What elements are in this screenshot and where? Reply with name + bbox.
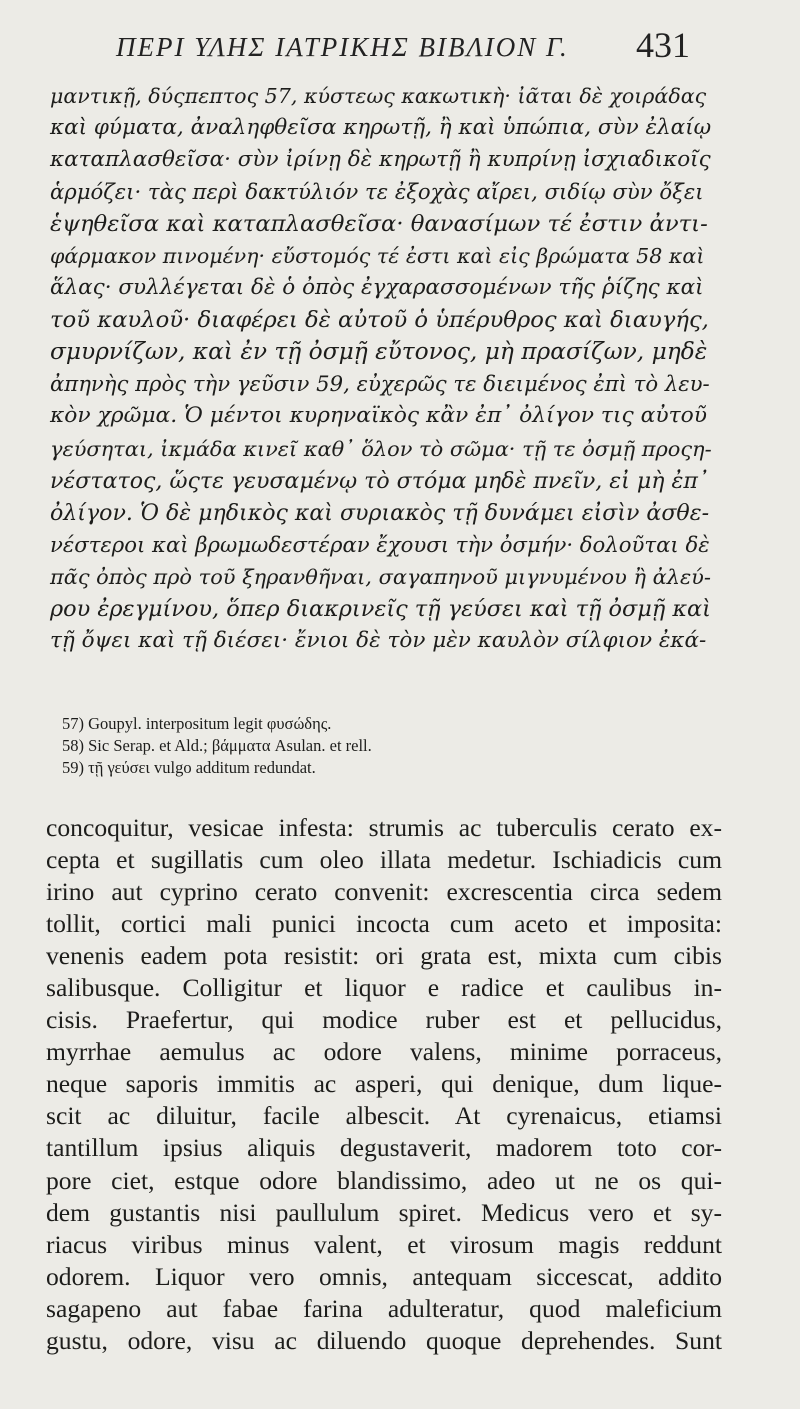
latin-text-line: riacus viribus minus valent, et virosum magis reddunt <box>46 1229 722 1259</box>
greek-text-line: ἑψηθεῖσα καὶ καταπλασθεῖσα· θανασίμων τέ ἐστιν ἀντι- <box>50 211 708 238</box>
greek-text-line: καὶ φύματα, ἀναληφθεῖσα κηρωτῇ, ἢ καὶ ὑπώπια, σὺν ἐλαίῳ <box>50 115 712 141</box>
footnote: 59) τῇ γεύσει vulgo additum redundat. <box>62 758 316 777</box>
latin-text-line: odorem. Liquor vero omnis, antequam siccescat, addito <box>46 1261 722 1291</box>
latin-text-line: cepta et sugillatis cum oleo illata medetur. Ischiadicis cum <box>46 845 722 875</box>
greek-text-line: ὀλίγον. Ὁ δὲ μηδικὸς καὶ συριακὸς τῇ δυνάμει εἰσὶν ἀσθε- <box>50 499 710 526</box>
greek-text-line: σμυρνίζων, καὶ ἐν τῇ ὀσμῇ εὔτονος, μὴ πρασίζων, μηδὲ <box>50 338 708 366</box>
footnotes <box>62 713 682 779</box>
greek-text-line: ρου ἐρεγμίνου, ὅπερ διακρινεῖς τῇ γεύσει καὶ τῇ ὀσμῇ καὶ <box>50 595 711 622</box>
latin-text-line: venenis eadem pota resistit: ori grata est, mixta cum cibis <box>46 941 722 971</box>
latin-text-line: myrrhae aemulus ac odore valens, minime porraceus, <box>46 1037 722 1067</box>
greek-text-line: πᾶς ὀπὸς πρὸ τοῦ ξηρανθῆναι, σαγαπηνοῦ μιγνυμένου ἢ ἀλεύ- <box>50 564 711 589</box>
greek-text-line: καταπλασθεῖσα· σὺν ἰρίνῃ δὲ κηρωτῇ ἢ κυπρίνῃ ἰσχιαδικοῖς <box>50 147 711 173</box>
latin-text-line: tantillum ipsius aliquis degustaverit, madorem toto cor- <box>46 1133 722 1163</box>
latin-text-line: salibusque. Colligitur et liquor e radice et caulibus in- <box>46 973 722 1003</box>
greek-text-line: κὸν χρῶμα. Ὁ μέντοι κυρηναϊκὸς κἂν ἐπ᾽ ὀλίγον τις αὐτοῦ <box>50 403 708 429</box>
latin-text-line: pore ciet, estque odore blandissimo, adeo ut ne os qui- <box>46 1165 722 1195</box>
page-number: 431 <box>636 25 690 65</box>
latin-text-line: concoquitur, vesicae infesta: strumis ac tuberculis cerato ex- <box>46 813 722 842</box>
greek-text-line: γεύσηται, ἰκμάδα κινεῖ καθ᾽ ὅλον τὸ σῶμα· τῇ τε ὀσμῇ προςη- <box>50 436 712 461</box>
footnote: 57) Goupyl. interpositum legit φυσώδης. <box>62 714 332 733</box>
latin-text-line: gustu, odore, visu ac diluendo quoque deprehendes. Sunt <box>46 1325 722 1355</box>
latin-text-line: scit ac diluitur, facile albescit. At cyrenaicus, etiamsi <box>46 1101 722 1131</box>
latin-text-line: neque saporis immitis ac asperi, qui denique, dum lique- <box>46 1069 722 1099</box>
latin-text-line: sagapeno aut fabae farina adulteratur, quod maleficium <box>46 1293 722 1323</box>
greek-text-line: ἁρμόζει· τὰς περὶ δακτύλιόν τε ἐξοχὰς αἴρει, σιδίῳ σὺν ὄξει <box>50 179 704 205</box>
greek-text-line: ἀπηνὴς πρὸς τὴν γεῦσιν 59, εὐχερῶς τε διειμένος ἐπὶ τὸ λευ- <box>50 371 710 397</box>
latin-translation-block <box>46 812 722 1357</box>
latin-text-line: cisis. Praefertur, qui modice ruber est et pellucidus, <box>46 1005 722 1035</box>
latin-text-line: dem gustantis nisi paullulum spiret. Medicus vero et sy- <box>46 1197 722 1227</box>
latin-text-line: tollit, cortici mali punici incocta cum aceto et imposita: <box>46 909 722 939</box>
footnote: 58) Sic Serap. et Ald.; βάμματα Asulan. et rell. <box>62 736 372 755</box>
greek-text-line: φάρμακον πινομένη· εὔστομός τέ ἐστι καὶ εἰς βρώματα 58 καὶ <box>50 244 705 269</box>
greek-text-line: τῇ ὄψει καὶ τῇ διέσει· ἔνιοι δὲ τὸν μὲν καυλὸν σίλφιον ἐκά- <box>50 627 707 653</box>
running-title: ΠΕΡΙ ΥΛΗΣ ΙΑΤΡΙΚΗΣ ΒΙΒΛΙΟΝ Γ. <box>116 32 569 62</box>
running-head <box>0 22 800 72</box>
greek-text-line: νέστατος, ὥςτε γευσαμένῳ τὸ στόμα μηδὲ πνεῖν, εἰ μὴ ἐπ᾽ <box>50 467 709 494</box>
greek-text-line: τοῦ καυλοῦ· διαφέρει δὲ αὐτοῦ ὁ ὑπέρυθρος καὶ διαυγής, <box>50 307 709 334</box>
greek-text-line: ἅλας· συλλέγεται δὲ ὁ ὀπὸς ἐγχαρασσομένων τῆς ῥίζης καὶ <box>50 275 704 301</box>
greek-text-block <box>50 80 712 657</box>
latin-text-line: irino aut cyprino cerato convenit: excrescentia circa sedem <box>46 877 722 907</box>
greek-text-line: μαντικῇ, δύςπεπτος 57, κύστεως κακωτικὴ· ἰᾶται δὲ χοιράδας <box>50 84 707 108</box>
greek-text-line: νέστεροι καὶ βρωμωδεστέραν ἔχουσι τὴν ὀσμήν· δολοῦται δὲ <box>50 531 710 557</box>
